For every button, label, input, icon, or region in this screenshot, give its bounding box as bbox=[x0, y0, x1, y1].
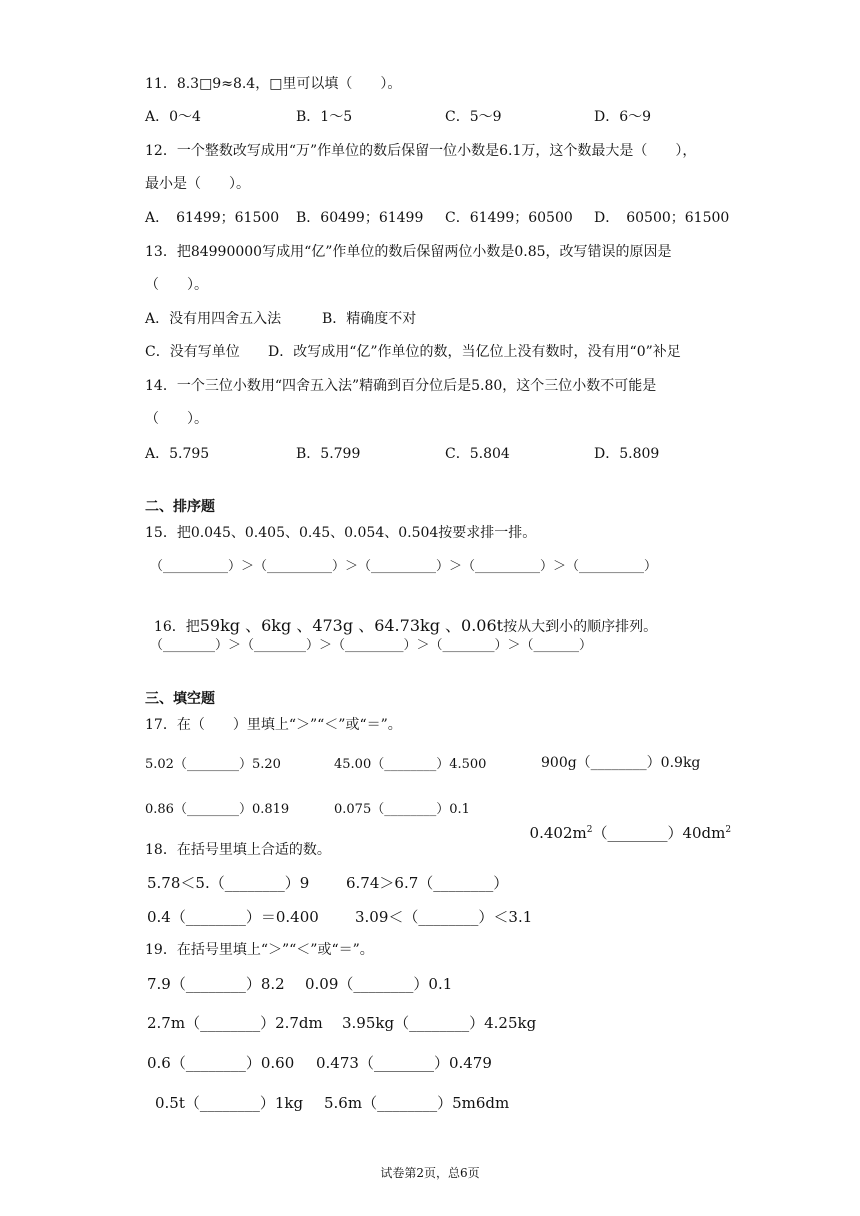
q18-item-2: 6.74＞6.7（________） bbox=[346, 874, 509, 892]
q12-stem-line2: 最小是（ ）。 bbox=[145, 176, 250, 192]
q12-option-c: C．61499；60500 bbox=[445, 210, 573, 226]
q12-stem-line1: 12．一个整数改写成用“万”作单位的数后保留一位小数是6.1万，这个数最大是（ ）， bbox=[145, 143, 697, 159]
q18-item-1: 5.78＜5.（________）9 bbox=[147, 874, 310, 892]
q19-item-3: 2.7m（________）2.7dm bbox=[147, 1014, 323, 1032]
q13-option-a: A．没有用四舍五入法 bbox=[145, 311, 282, 327]
q11-option-b: B．1～5 bbox=[296, 109, 353, 125]
q17-superscript-left: 2 bbox=[586, 825, 593, 835]
q14-stem-line2: （ ）。 bbox=[145, 411, 208, 427]
q19-item-2: 0.09（________）0.1 bbox=[305, 975, 453, 993]
q17-item-2: 45.00（________）4.500 bbox=[334, 757, 487, 772]
q13-stem-line1: 13．把84990000写成用“亿”作单位的数后保留两位小数是0.85，改写错误的原因是 bbox=[145, 244, 672, 260]
q12-option-d: D． 60500；61500 bbox=[594, 210, 730, 226]
q15-answer-blanks: （__________）＞（__________）＞（__________）＞（__________）＞（__________） bbox=[150, 559, 658, 574]
q11-stem: 11．8.3□9≈8.4，□里可以填（ ）。 bbox=[145, 76, 402, 92]
q11-option-a: A．0～4 bbox=[145, 109, 201, 125]
q17-item-6-right: （________）40dm bbox=[592, 824, 726, 842]
q13-option-d: D．改写成用“亿”作单位的数，当亿位上没有数时，没有用“0”补足 bbox=[268, 344, 681, 360]
q14-option-d: D．5.809 bbox=[594, 446, 660, 462]
q12-option-b: B．60499；61499 bbox=[296, 210, 424, 226]
q18-item-3: 0.4（________）＝0.400 bbox=[147, 908, 319, 926]
q16-stem bbox=[145, 596, 657, 637]
q17-item-1: 5.02（________）5.20 bbox=[145, 757, 281, 772]
q16-stem-suffix: 按从大到小的顺序排列。 bbox=[503, 619, 658, 635]
q12-option-a: A． 61499；61500 bbox=[145, 210, 280, 226]
q19-item-7: 0.5t（________）1kg bbox=[155, 1094, 304, 1112]
q19-item-4: 3.95kg（________）4.25kg bbox=[342, 1014, 537, 1032]
q19-stem: 19．在括号里填上“＞”“＜”或“＝”。 bbox=[145, 942, 374, 958]
q11-option-c: C．5～9 bbox=[445, 109, 502, 125]
q18-stem: 18．在括号里填上合适的数。 bbox=[145, 842, 331, 858]
q17-item-3: 900g（________）0.9kg bbox=[541, 755, 701, 771]
q16-stem-prefix: 16．把 bbox=[153, 619, 200, 635]
q19-item-5: 0.6（________）0.60 bbox=[147, 1054, 295, 1072]
q18-item-4: 3.09＜（________）＜3.1 bbox=[355, 908, 533, 926]
q14-option-b: B．5.799 bbox=[296, 446, 361, 462]
q17-item-4: 0.86（________）0.819 bbox=[145, 802, 290, 817]
q13-option-c: C．没有写单位 bbox=[145, 344, 240, 360]
q19-item-6: 0.473（________）0.479 bbox=[316, 1054, 492, 1072]
q13-option-b: B．精确度不对 bbox=[322, 311, 417, 327]
q14-stem-line1: 14．一个三位小数用“四舍五入法”精确到百分位后是5.80，这个三位小数不可能是 bbox=[145, 378, 657, 394]
q17-item-5: 0.075（________）0.1 bbox=[334, 802, 470, 817]
q14-option-c: C．5.804 bbox=[445, 446, 510, 462]
q17-superscript-right: 2 bbox=[725, 825, 732, 835]
q19-item-8: 5.6m（________）5m6dm bbox=[324, 1094, 510, 1112]
q16-answer-blanks: （________）＞（________）＞（_________）＞（________）＞（_______） bbox=[150, 638, 593, 653]
q16-quantities: 59kg 、6kg 、473g 、64.73kg 、0.06t bbox=[199, 616, 504, 635]
q17-stem: 17．在（ ）里填上“＞”“＜”或“＝”。 bbox=[145, 717, 402, 733]
section-title-fill-blank: 三、填空题 bbox=[145, 691, 215, 707]
q17-item-6 bbox=[520, 800, 731, 843]
page-footer: 试卷第2页，总6页 bbox=[380, 1166, 480, 1180]
q11-option-d: D．6～9 bbox=[594, 109, 652, 125]
section-title-sorting: 二、排序题 bbox=[145, 499, 215, 515]
q19-item-1: 7.9（________）8.2 bbox=[147, 975, 285, 993]
q15-stem: 15．把0.045、0.405、0.45、0.054、0.504按要求排一排。 bbox=[145, 525, 537, 541]
q13-stem-line2: （ ）。 bbox=[145, 277, 208, 293]
q14-option-a: A．5.795 bbox=[145, 446, 210, 462]
q17-item-6-left: 0.402m bbox=[529, 824, 587, 842]
